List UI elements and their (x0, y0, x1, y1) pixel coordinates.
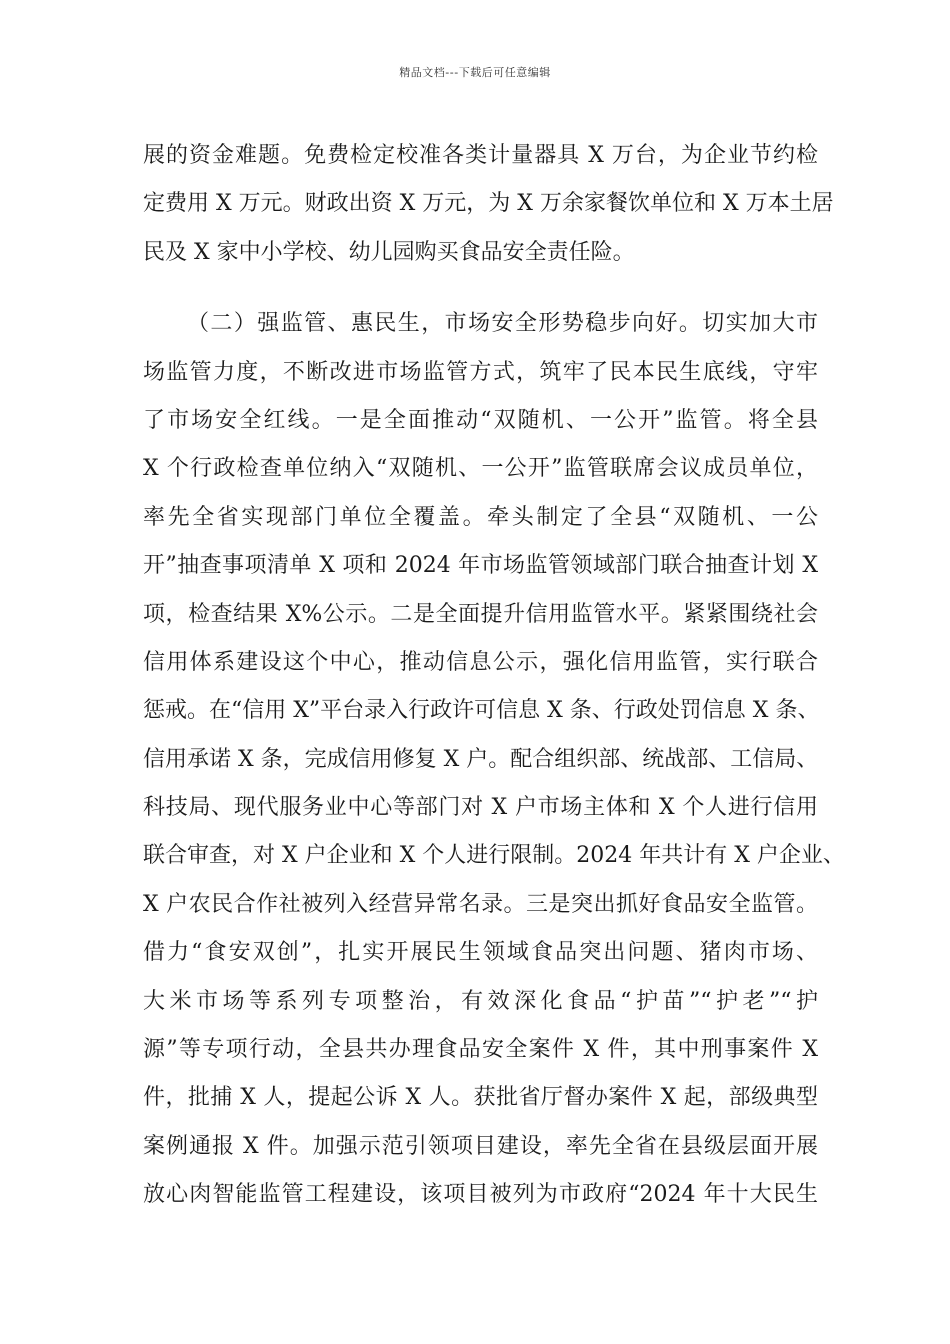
text-line: 了市场安全红线。一是全面推动“双随机、一公开”监管。将全县 (143, 407, 818, 433)
text-line: 定费用 X 万元。财政出资 X 万元，为 X 万余家餐饮单位和 X 万本土居 (143, 191, 834, 217)
text-line: 率先全省实现部门单位全覆盖。牵头制定了全县“双随机、一公 (143, 504, 818, 530)
text-line: 案例通报 X 件。加强示范引领项目建设，率先全省在县级层面开展 (143, 1133, 818, 1159)
text-line: （二）强监管、惠民生，市场安全形势稳步向好。切实加大市 (187, 311, 818, 337)
text-line: X 个行政检查单位纳入“双随机、一公开”监管联席会议成员单位， (143, 456, 818, 482)
text-line: 信用体系建设这个中心，推动信息公示，强化信用监管，实行联合 (143, 649, 818, 675)
text-line: 展的资金难题。免费检定校准各类计量器具 X 万台，为企业节约检 (143, 143, 818, 168)
text-line: 信用承诺 X 条，完成信用修复 X 户。配合组织部、统战部、工信局、 (143, 746, 819, 772)
document-body (143, 132, 845, 1220)
text-line: 项，检查结果 X%公示。二是全面提升信用监管水平。紧紧围绕社会 (143, 601, 818, 627)
text-line: 场监管力度，不断改进市场监管方式，筑牢了民本民生底线，守牢 (143, 359, 818, 385)
paragraph-spacer (143, 277, 818, 300)
text-line: 民及 X 家中小学校、幼儿园购买食品安全责任险。 (143, 239, 635, 265)
text-line: 惩戒。在“信用 X”平台录入行政许可信息 X 条、行政处罚信息 X 条、 (143, 698, 820, 724)
text-line: 源”等专项行动，全县共办理食品安全案件 X 件，其中刑事案件 X (143, 1037, 818, 1063)
text-line: 联合审查，对 X 户企业和 X 个人进行限制。2024 年共计有 X 户企业、 (143, 843, 845, 869)
text-line: X 户农民合作社被列入经营异常名录。三是突出抓好食品安全监管。 (143, 891, 818, 917)
text-line: 科技局、现代服务业中心等部门对 X 户市场主体和 X 个人进行信用 (143, 795, 818, 821)
page-header: 精品文档---下载后可任意编辑 (399, 66, 551, 79)
text-line: 借力“食安双创”，扎实开展民生领域食品突出问题、猪肉市场、 (143, 940, 818, 966)
text-line: 开”抽查事项清单 X 项和 2024 年市场监管领域部门联合抽查计划 X (143, 553, 818, 579)
text-line: 放心肉智能监管工程建设，该项目被列为市政府“2024 年十大民生 (143, 1182, 818, 1208)
paragraph-2 (143, 300, 845, 1219)
paragraph-1 (143, 132, 834, 277)
text-line: 件，批捕 X 人，提起公诉 X 人。获批省厅督办案件 X 起，部级典型 (143, 1085, 818, 1111)
text-line: 大米市场等系列专项整治，有效深化食品“护苗”“护老”“护 (143, 988, 818, 1014)
